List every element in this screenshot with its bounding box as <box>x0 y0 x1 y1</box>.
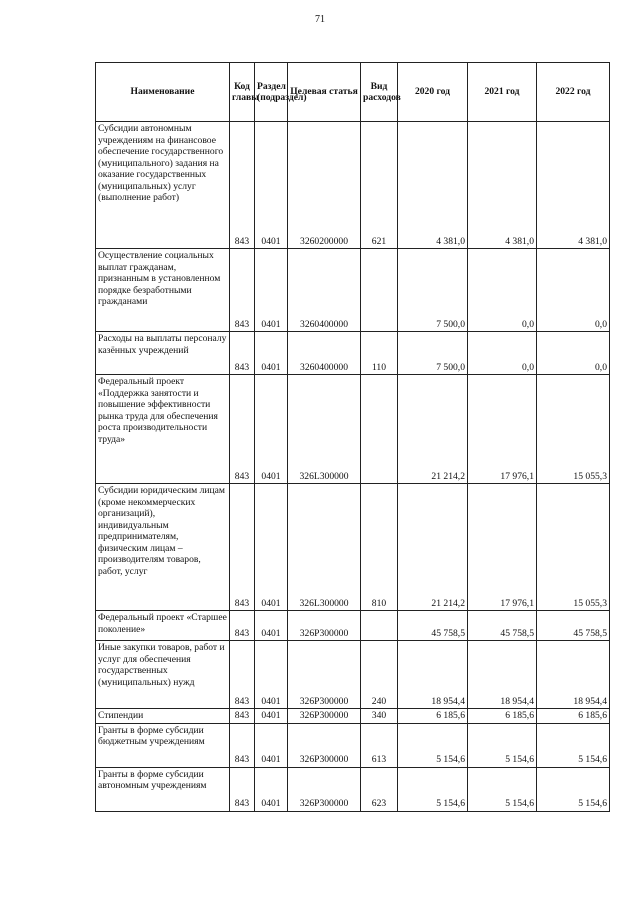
table-row <box>96 122 610 249</box>
table-row <box>96 641 610 709</box>
row-value-2021: 0,0 <box>468 332 537 375</box>
row-value-2022: 45 758,5 <box>537 611 610 641</box>
row-target: 326P300000 <box>288 611 361 641</box>
row-value-2021: 5 154,6 <box>468 723 537 767</box>
row-code: 843 <box>230 375 255 484</box>
row-code: 843 <box>230 122 255 249</box>
row-name: Субсидии автономным учреждениям на финансовое обеспечение государственного (муниципального) задания на оказание государственных (муниципальных) услуг (выполнение работ) <box>96 122 230 249</box>
table-row <box>96 332 610 375</box>
row-code: 843 <box>230 611 255 641</box>
row-code: 843 <box>230 767 255 811</box>
row-value-2020: 6 185,6 <box>398 709 468 724</box>
header-2021: 2021 год <box>468 63 537 122</box>
row-value-2021: 6 185,6 <box>468 709 537 724</box>
row-name: Федеральный проект «Старшее поколение» <box>96 611 230 641</box>
row-value-2020: 45 758,5 <box>398 611 468 641</box>
table-row <box>96 709 610 724</box>
row-value-2021: 17 976,1 <box>468 484 537 611</box>
row-type: 110 <box>361 332 398 375</box>
row-value-2022: 15 055,3 <box>537 375 610 484</box>
row-code: 843 <box>230 332 255 375</box>
row-type <box>361 375 398 484</box>
table-row <box>96 767 610 811</box>
row-target: 326P300000 <box>288 723 361 767</box>
table-row <box>96 484 610 611</box>
row-code: 843 <box>230 723 255 767</box>
row-name: Расходы на выплаты персоналу казённых учреждений <box>96 332 230 375</box>
row-target: 3260400000 <box>288 332 361 375</box>
row-value-2022: 18 954,4 <box>537 641 610 709</box>
row-code: 843 <box>230 641 255 709</box>
row-value-2021: 5 154,6 <box>468 767 537 811</box>
row-value-2021: 45 758,5 <box>468 611 537 641</box>
row-value-2022: 6 185,6 <box>537 709 610 724</box>
row-type: 810 <box>361 484 398 611</box>
budget-table <box>95 62 610 812</box>
row-section: 0401 <box>255 332 288 375</box>
row-section: 0401 <box>255 723 288 767</box>
row-value-2022: 5 154,6 <box>537 767 610 811</box>
header-row <box>96 63 610 122</box>
row-name: Федеральный проект «Поддержка занятости и повышение эффективности рынка труда для обеспечения роста производительности труда» <box>96 375 230 484</box>
row-value-2020: 21 214,2 <box>398 375 468 484</box>
row-value-2022: 0,0 <box>537 249 610 332</box>
row-name: Гранты в форме субсидии бюджетным учреждениям <box>96 723 230 767</box>
row-target: 326L300000 <box>288 375 361 484</box>
row-value-2020: 7 500,0 <box>398 332 468 375</box>
row-name: Стипендии <box>96 709 230 724</box>
row-type: 240 <box>361 641 398 709</box>
row-section: 0401 <box>255 249 288 332</box>
row-code: 843 <box>230 249 255 332</box>
row-section: 0401 <box>255 767 288 811</box>
row-section: 0401 <box>255 122 288 249</box>
row-value-2022: 4 381,0 <box>537 122 610 249</box>
row-type: 340 <box>361 709 398 724</box>
row-type: 613 <box>361 723 398 767</box>
row-type <box>361 249 398 332</box>
row-value-2021: 0,0 <box>468 249 537 332</box>
header-target: Целевая статья <box>288 63 361 122</box>
row-value-2022: 5 154,6 <box>537 723 610 767</box>
header-2020: 2020 год <box>398 63 468 122</box>
row-section: 0401 <box>255 375 288 484</box>
page-number: 71 <box>315 14 325 25</box>
row-target: 326P300000 <box>288 767 361 811</box>
row-target: 326P300000 <box>288 709 361 724</box>
row-target: 3260400000 <box>288 249 361 332</box>
row-section: 0401 <box>255 484 288 611</box>
row-section: 0401 <box>255 709 288 724</box>
row-value-2020: 21 214,2 <box>398 484 468 611</box>
row-target: 326L300000 <box>288 484 361 611</box>
row-value-2021: 4 381,0 <box>468 122 537 249</box>
row-section: 0401 <box>255 611 288 641</box>
row-value-2022: 15 055,3 <box>537 484 610 611</box>
row-value-2020: 5 154,6 <box>398 767 468 811</box>
table-row <box>96 375 610 484</box>
header-name: Наименование <box>96 63 230 122</box>
row-type <box>361 611 398 641</box>
header-type: Вид расходов <box>361 63 398 122</box>
row-name: Гранты в форме субсидии автономным учреждениям <box>96 767 230 811</box>
row-value-2020: 5 154,6 <box>398 723 468 767</box>
row-target: 3260200000 <box>288 122 361 249</box>
row-value-2020: 7 500,0 <box>398 249 468 332</box>
row-value-2021: 17 976,1 <box>468 375 537 484</box>
header-2022: 2022 год <box>537 63 610 122</box>
row-code: 843 <box>230 484 255 611</box>
header-code: Код главы <box>230 63 255 122</box>
row-type: 623 <box>361 767 398 811</box>
row-name: Иные закупки товаров, работ и услуг для обеспечения государственных (муниципальных) нужд <box>96 641 230 709</box>
row-code: 843 <box>230 709 255 724</box>
row-name: Осуществление социальных выплат гражданам, признанным в установленном порядке безработными гражданами <box>96 249 230 332</box>
table-row <box>96 249 610 332</box>
row-value-2020: 18 954,4 <box>398 641 468 709</box>
row-value-2021: 18 954,4 <box>468 641 537 709</box>
row-type: 621 <box>361 122 398 249</box>
row-value-2020: 4 381,0 <box>398 122 468 249</box>
row-target: 326P300000 <box>288 641 361 709</box>
table-row <box>96 611 610 641</box>
row-name: Субсидии юридическим лицам (кроме некоммерческих организаций), индивидуальным предпринимателям, физическим лицам – производителям товаров, работ, услуг <box>96 484 230 611</box>
header-section: Раздел (подраздел) <box>255 63 288 122</box>
row-value-2022: 0,0 <box>537 332 610 375</box>
table-row <box>96 723 610 767</box>
row-section: 0401 <box>255 641 288 709</box>
